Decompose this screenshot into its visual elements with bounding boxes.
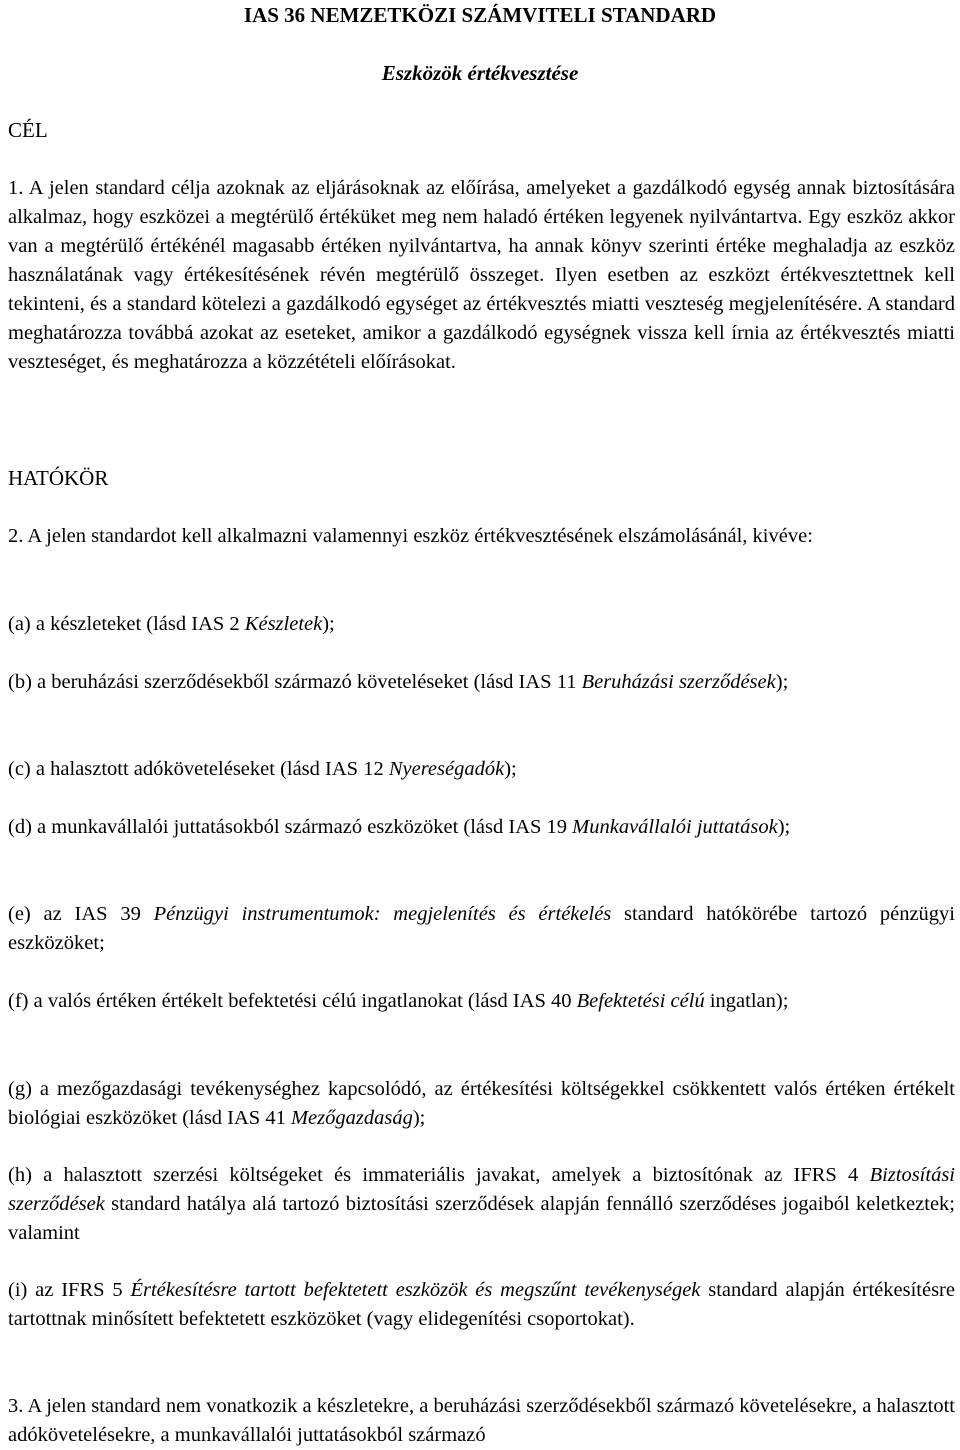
item-text: );: [322, 613, 335, 635]
item-text: (d) a munkavállalói juttatásokból származó eszközöket (lásd IAS 19: [8, 816, 573, 838]
paragraph-number: 3.: [8, 1395, 24, 1417]
item-title: Készletek: [244, 613, 323, 635]
list-item-a: [8, 610, 955, 639]
item-text: );: [412, 1107, 426, 1129]
paragraph-text: A jelen standardot kell alkalmazni valamennyi eszköz értékvesztésének elszámolásánál, kivéve:: [27, 525, 813, 547]
list-item-b: [8, 668, 955, 697]
heading-hatokor: HATÓKÖR: [8, 466, 109, 490]
document-subtitle: Eszközök értékvesztése: [381, 61, 579, 85]
item-text: );: [777, 816, 791, 838]
item-text: );: [504, 758, 517, 780]
list-item-g: [8, 1075, 955, 1133]
item-text: (e) az IAS 39: [8, 903, 154, 925]
item-text: (b) a beruházási szerződésekből származó követeléseket (lásd IAS 11: [8, 671, 582, 693]
item-title: Értékesítésre tartott befektetett eszközök és megszűnt tevékenységek: [130, 1279, 701, 1301]
item-text: ingatlan);: [704, 990, 789, 1012]
item-title: Beruházási szerződések: [581, 671, 776, 693]
item-title: Mezőgazdaság: [290, 1107, 413, 1129]
item-text: (h) a halasztott szerzési költségeket és immateriális javakat, amelyek a biztosítónak az IFRS 4: [8, 1164, 870, 1186]
list-item-e: [8, 900, 955, 958]
list-item-h: [8, 1161, 955, 1248]
item-text: (i) az IFRS 5: [8, 1279, 131, 1301]
item-text: (c) a halasztott adóköveteléseket (lásd IAS 12: [8, 758, 389, 780]
item-title: Befektetési célú: [576, 990, 705, 1012]
item-text: (g) a mezőgazdasági tevékenységhez kapcsolódó, az értékesítési költségekkel csökkentett valós értéken értékelt biológiai eszközöket (lásd IAS 41: [8, 1078, 955, 1129]
item-title: Biztosítási szerződések: [8, 1164, 955, 1215]
paragraph-number: 1.: [8, 177, 24, 199]
item-text: );: [775, 671, 789, 693]
list-item-d: [8, 813, 955, 842]
item-text: standard alapján értékesítésre tartottnak minősített befektetett eszközöket (vagy elidegenítési csoportokat).: [8, 1279, 955, 1330]
list-item-c: [8, 755, 955, 784]
paragraph-number: 2.: [8, 525, 24, 547]
item-title: Nyereségadók: [388, 758, 505, 780]
document-title: IAS 36 NEMZETKÖZI SZÁMVITELI STANDARD: [243, 3, 717, 27]
item-text: (a) a készleteket (lásd IAS 2: [8, 613, 245, 635]
heading-cel: CÉL: [8, 118, 48, 142]
list-item-i: [8, 1276, 955, 1334]
paragraph-2: [8, 522, 955, 551]
item-title: Munkavállalói juttatások: [572, 816, 778, 838]
paragraph-text: A jelen standard célja azoknak az eljárásoknak az előírása, amelyeket a gazdálkodó egység annak biztosítására alkalmaz, hogy eszközei a megtérülő értéküket meg nem haladó értéken legyenek nyilvántartva. Egy eszköz akkor van a megtérülő értékénél magasabb értéken nyilvántartva, ha annak könyv szerinti értéke meghaladja az eszköz használatának vagy értékesítésének révén megtérülő összeget. Ilyen esetben az eszközt értékvesztettnek kell tekinteni, és a standard kötelezi a gazdálkodó egységet az értékvesztés miatti veszteség megjelenítésére. A standard meghatározza továbbá azokat az eseteket, amikor a gazdálkodó egységnek vissza kell írnia az értékvesztés miatti veszteséget, és meghatározza a közzétételi előírásokat.: [8, 177, 955, 373]
paragraph-text: A jelen standard nem vonatkozik a készletekre, a beruházási szerződésekből származó követelésekre, a halasztott adókövetelésekre, a munkavállalói juttatásokból származó: [8, 1395, 955, 1446]
item-title: Pénzügyi instrumentumok: megjelenítés és értékelés: [153, 903, 612, 925]
item-text: standard hatókörébe tartozó pénzügyi eszközöket;: [8, 903, 956, 954]
paragraph-3: [8, 1392, 955, 1450]
paragraph-1: [8, 174, 955, 377]
item-text: (f) a valós értéken értékelt befektetési célú ingatlanokat (lásd IAS 40: [8, 990, 577, 1012]
list-item-f: [8, 987, 955, 1016]
item-text: standard hatálya alá tartozó biztosítási szerződések alapján fennálló szerződéses jogaiból keletkeztek; valamint: [8, 1193, 955, 1244]
